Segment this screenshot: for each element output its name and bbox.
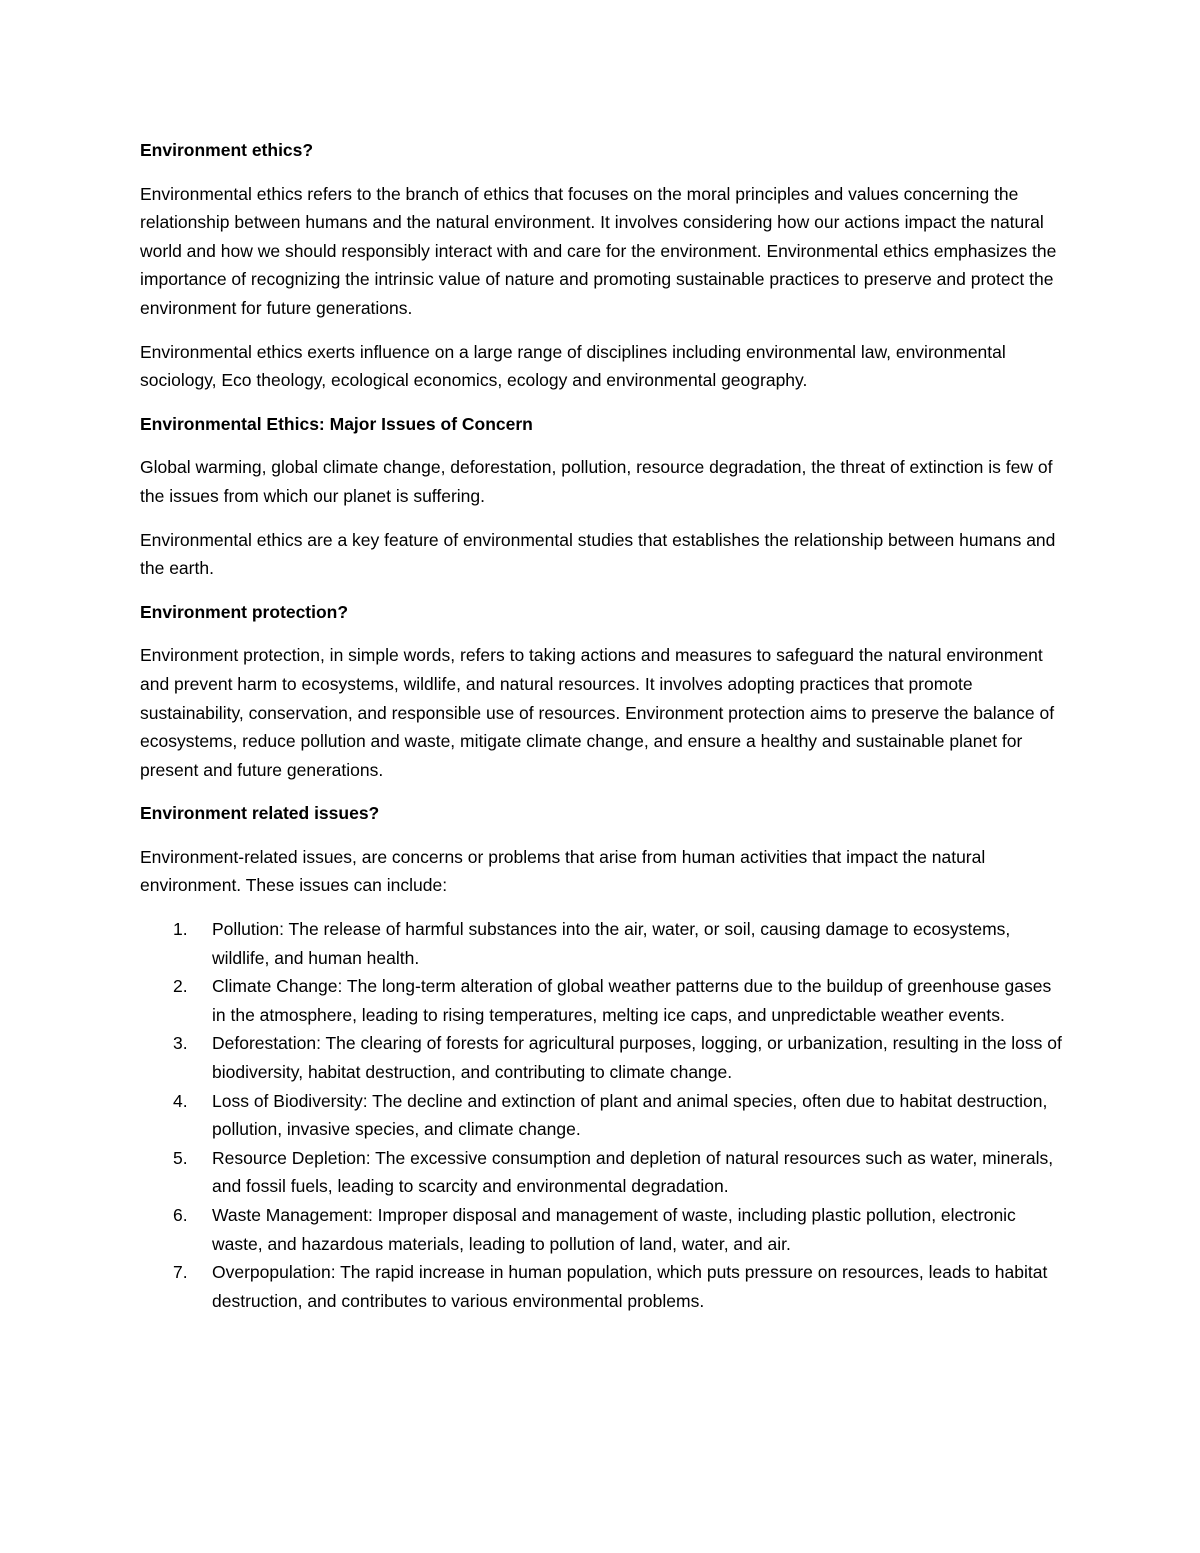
list-item-text: Overpopulation: The rapid increase in human population, which puts pressure on resources, leads to habitat destruction, and contributes to various environmental problems. [212,1262,1048,1311]
paragraph-key-feature: Environmental ethics are a key feature of environmental studies that establishes the relationship between humans and the earth. [140,529,1056,579]
heading-environment-related-issues: Environment related issues? [140,803,380,824]
list-item [140,1087,1068,1144]
list-item-text: Resource Depletion: The excessive consumption and depletion of natural resources such as water, minerals, and fossil fuels, leading to scarcity and environmental degradation. [212,1147,1054,1197]
list-item [140,1144,1068,1201]
paragraph-major-issues: Global warming, global climate change, deforestation, pollution, resource degradation, the threat of extinction is few of the issues from which our planet is suffering. [140,457,1053,506]
issues-list [140,915,1068,1315]
list-item-number: 7. [173,1262,188,1283]
list-item [140,915,1068,972]
paragraph-environmental-ethics-influence: Environmental ethics exerts influence on a large range of disciplines including environmental law, environmental sociology, Eco theology, ecological economics, ecology and environmental geography. [140,341,1006,391]
list-item-number: 6. [173,1205,188,1225]
list-item [140,1258,1068,1315]
list-item-number: 4. [173,1090,188,1111]
list-item-number: 5. [173,1147,188,1168]
heading-environment-ethics: Environment ethics? [140,140,314,160]
paragraph-environment-protection: Environment protection, in simple words, refers to taking actions and measures to safeguard the natural environment and prevent harm to ecosystems, wildlife, and natural resources. It involves adopting practices that promote sustainability, conservation, and responsible use of resources. Environment protection aims to preserve the balance of ecosystems, reduce pollution and waste, mitigate climate change, and ensure a healthy and sustainable planet for present and future generations. [140,645,1055,780]
list-item-text: Pollution: The release of harmful substances into the air, water, or soil, causing damage to ecosystems, wildlife, and human health. [212,919,1011,968]
list-item-number: 2. [173,976,188,997]
list-item-text: Waste Management: Improper disposal and management of waste, including plastic pollution, electronic waste, and hazardous materials, leading to pollution of land, water, and air. [212,1205,1016,1254]
document-page [140,136,1068,1315]
list-item [140,1029,1068,1086]
paragraph-environment-related-issues: Environment-related issues, are concerns or problems that arise from human activities that impact the natural environment. These issues can include: [140,846,986,896]
list-item [140,1201,1068,1258]
list-item-number: 3. [173,1033,188,1054]
list-item [140,972,1068,1029]
list-item-text: Deforestation: The clearing of forests for agricultural purposes, logging, or urbanization, resulting in the loss of biodiversity, habitat destruction, and contributing to climate change. [212,1033,1062,1083]
list-item-text: Climate Change: The long-term alteration of global weather patterns due to the buildup of greenhouse gases in the atmosphere, leading to rising temperatures, melting ice caps, and unpredictable weather events. [212,976,1052,1025]
list-item-number: 1. [173,919,188,940]
list-item-text: Loss of Biodiversity: The decline and extinction of plant and animal species, often due to habitat destruction, pollution, invasive species, and climate change. [212,1090,1048,1140]
paragraph-environmental-ethics-definition: Environmental ethics refers to the branch of ethics that focuses on the moral principles and values concerning the relationship between humans and the natural environment. It involves considering how our actions impact the natural world and how we should responsibly interact with and care for the environment. Environmental ethics emphasizes the importance of recognizing the intrinsic value of nature and promoting sustainable practices to preserve and protect the environment for future generations. [140,183,1057,318]
heading-environment-protection: Environment protection? [140,601,349,622]
heading-major-issues: Environmental Ethics: Major Issues of Concern [140,413,533,434]
